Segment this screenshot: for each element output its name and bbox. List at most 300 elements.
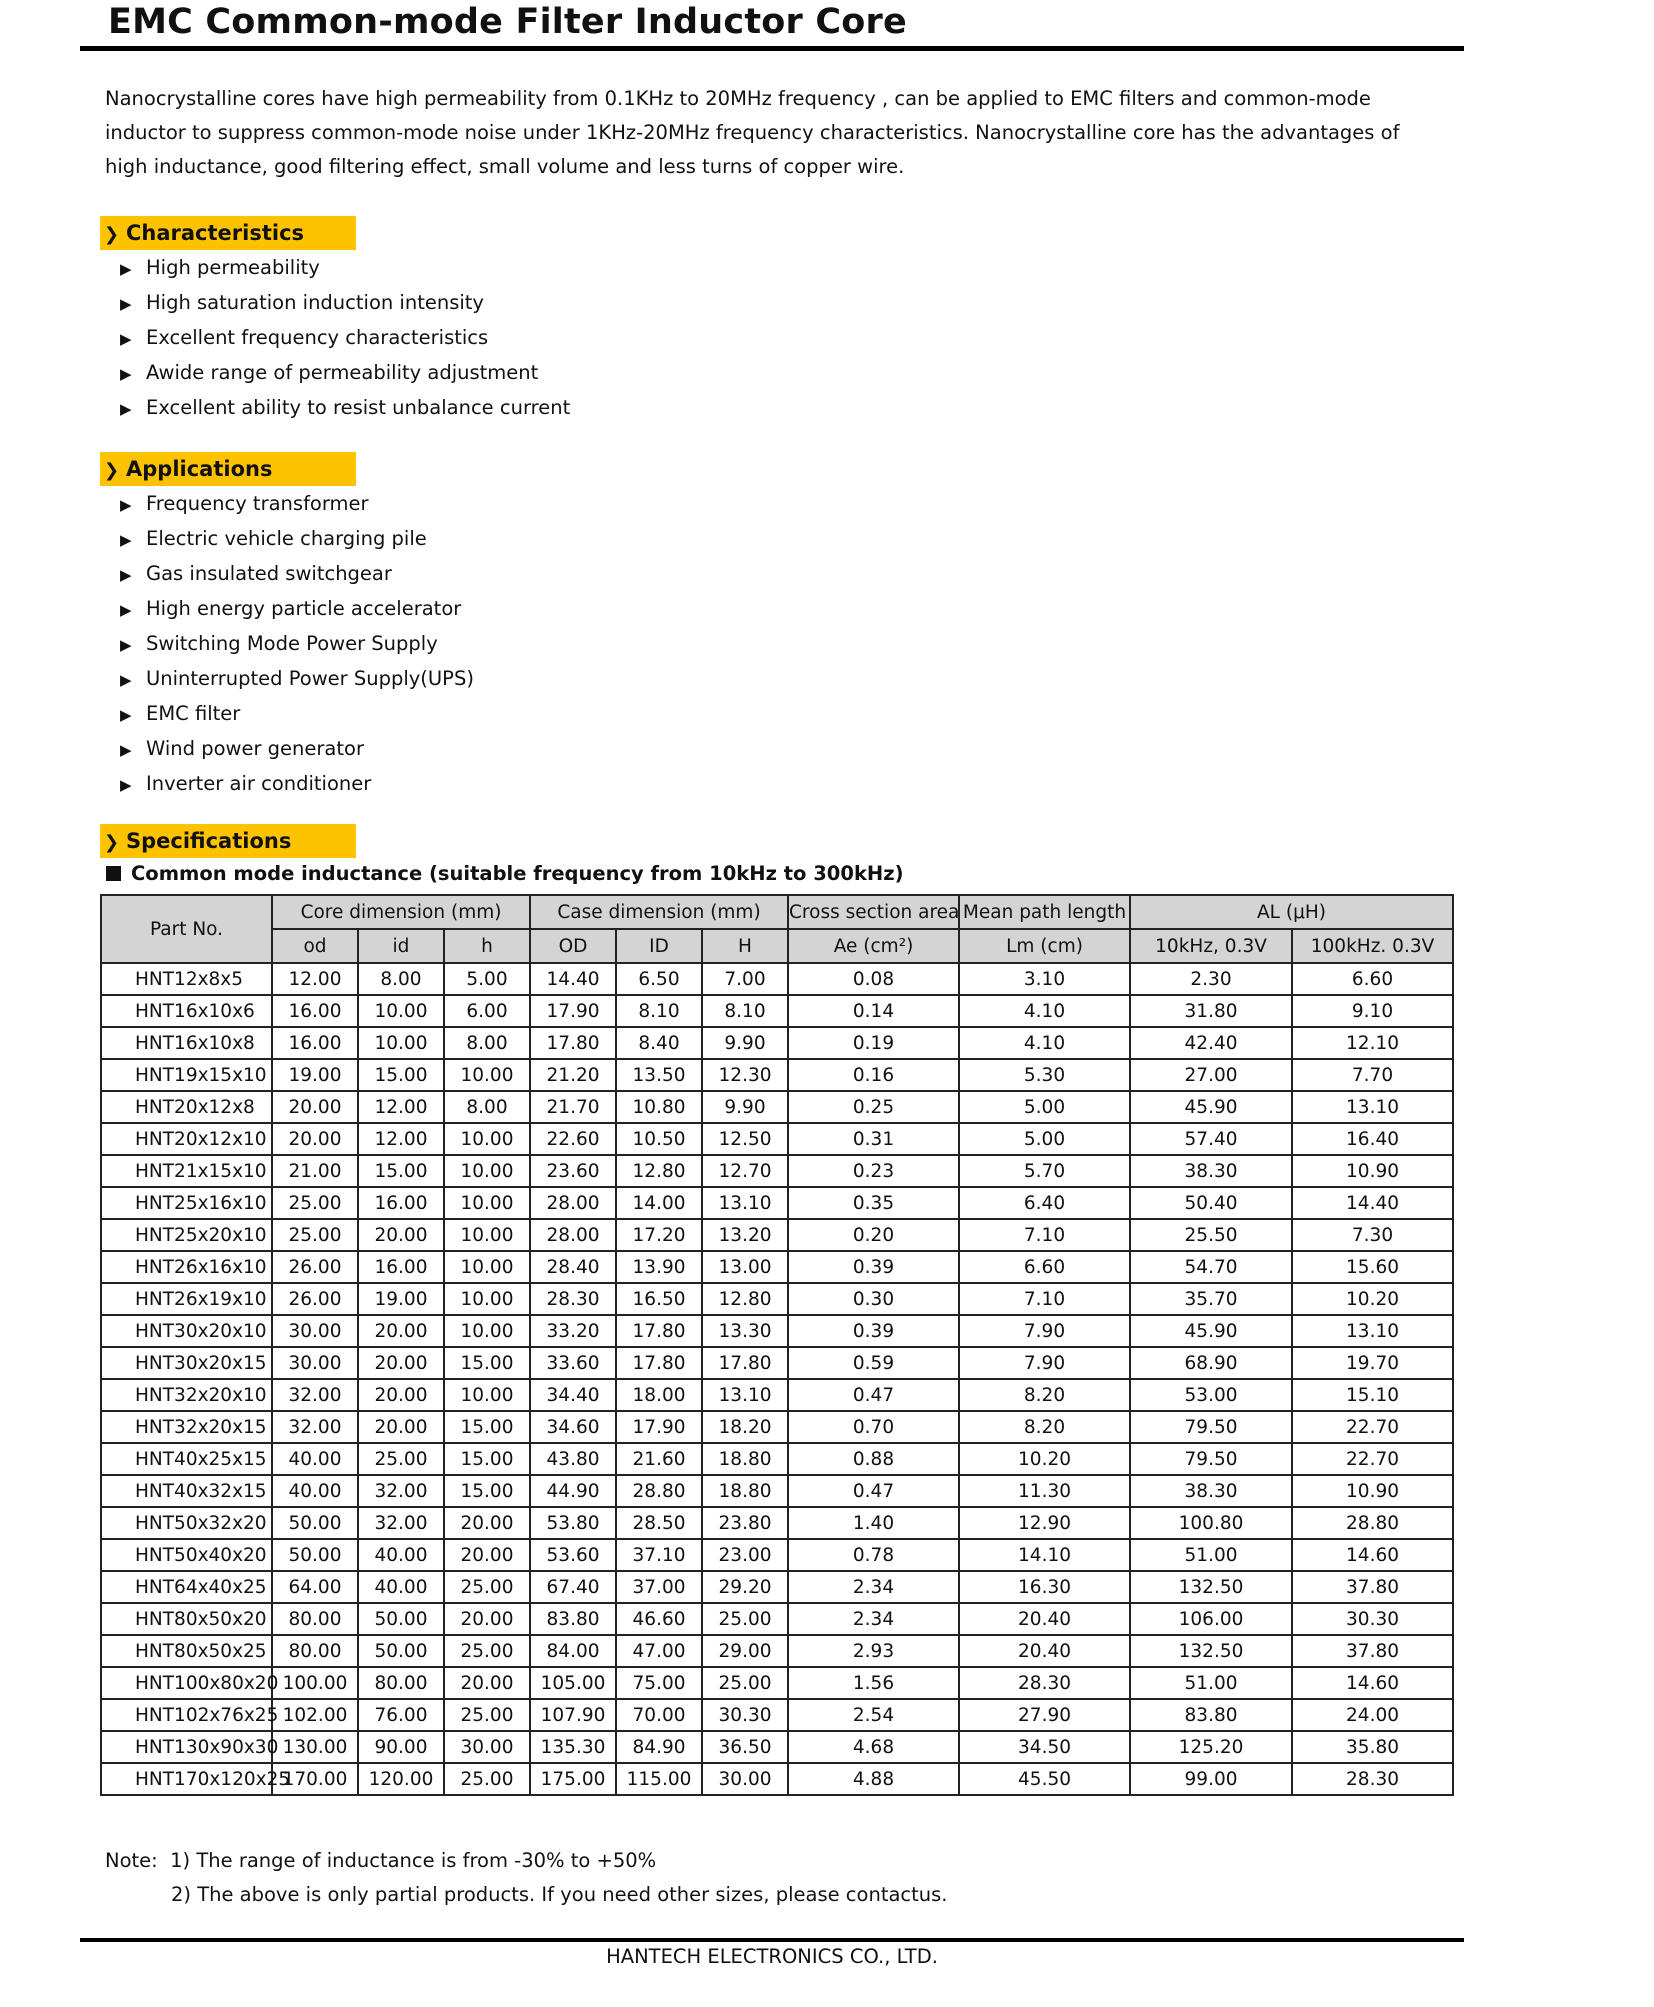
table-cell: 115.00 [616, 1763, 702, 1795]
table-cell: 4.10 [959, 1027, 1130, 1059]
table-cell: 79.50 [1130, 1443, 1292, 1475]
part-number-cell: HNT100x80x20 [101, 1667, 272, 1699]
table-cell: 24.00 [1292, 1699, 1453, 1731]
table-cell: 37.80 [1292, 1635, 1453, 1667]
part-number-cell: HNT80x50x25 [101, 1635, 272, 1667]
table-cell: 7.10 [959, 1219, 1130, 1251]
triangle-bullet-icon: ▶ [120, 260, 132, 278]
table-row [101, 1539, 1453, 1571]
table-row [101, 1315, 1453, 1347]
part-number-cell: HNT26x19x10 [101, 1283, 272, 1315]
list-item [120, 732, 474, 767]
table-cell: 21.00 [272, 1155, 358, 1187]
list-item [120, 251, 570, 286]
table-cell: 3.10 [959, 963, 1130, 995]
sub-header-cell: h [444, 929, 530, 963]
table-cell: 53.00 [1130, 1379, 1292, 1411]
triangle-bullet-icon: ▶ [120, 636, 132, 654]
triangle-bullet-icon: ▶ [120, 295, 132, 313]
table-cell: 30.00 [272, 1315, 358, 1347]
chevron-right-icon: ❯ [104, 224, 120, 245]
table-cell: 15.10 [1292, 1379, 1453, 1411]
table-cell: 10.80 [616, 1091, 702, 1123]
header-cross-section: Cross section area [788, 895, 959, 929]
table-cell: 8.10 [702, 995, 788, 1027]
table-cell: 0.39 [788, 1251, 959, 1283]
table-cell: 12.10 [1292, 1027, 1453, 1059]
table-cell: 15.00 [444, 1443, 530, 1475]
table-row [101, 1219, 1453, 1251]
table-cell: 0.19 [788, 1027, 959, 1059]
table-cell: 26.00 [272, 1283, 358, 1315]
triangle-bullet-icon: ▶ [120, 566, 132, 584]
table-cell: 28.40 [530, 1251, 616, 1283]
intro-paragraph: Nanocrystalline cores have high permeability from 0.1KHz to 20MHz frequency , can be applied to EMC filters and common-mode inductor to suppress common-mode noise under 1KHz-20MHz frequency characteristics. Nanocrystalline core has the advantages of high inductance, good filtering effect, small volume and less turns of copper wire. [105, 87, 1400, 178]
part-number-cell: HNT32x20x15 [101, 1411, 272, 1443]
part-number-cell: HNT30x20x10 [101, 1315, 272, 1347]
table-cell: 83.80 [1130, 1699, 1292, 1731]
list-item [120, 522, 474, 557]
table-cell: 79.50 [1130, 1411, 1292, 1443]
table-cell: 10.00 [358, 1027, 444, 1059]
table-cell: 45.90 [1130, 1315, 1292, 1347]
table-cell: 100.00 [272, 1667, 358, 1699]
sub-header-cell: Ae (cm²) [788, 929, 959, 963]
table-cell: 13.90 [616, 1251, 702, 1283]
table-cell: 30.30 [702, 1699, 788, 1731]
table-cell: 21.20 [530, 1059, 616, 1091]
table-cell: 35.80 [1292, 1731, 1453, 1763]
table-cell: 36.50 [702, 1731, 788, 1763]
table-cell: 30.30 [1292, 1603, 1453, 1635]
table-cell: 0.47 [788, 1379, 959, 1411]
table-cell: 53.60 [530, 1539, 616, 1571]
table-cell: 23.80 [702, 1507, 788, 1539]
section-heading-applications [100, 452, 356, 486]
table-cell: 83.80 [530, 1603, 616, 1635]
part-number-cell: HNT19x15x10 [101, 1059, 272, 1091]
table-cell: 18.20 [702, 1411, 788, 1443]
table-cell: 0.30 [788, 1283, 959, 1315]
footer-company: HANTECH ELECTRONICS CO., LTD. [606, 1945, 938, 1968]
table-cell: 20.00 [444, 1603, 530, 1635]
table-row [101, 995, 1453, 1027]
part-number-cell: HNT64x40x25 [101, 1571, 272, 1603]
table-cell: 51.00 [1130, 1667, 1292, 1699]
table-cell: 31.80 [1130, 995, 1292, 1027]
table-cell: 14.40 [530, 963, 616, 995]
table-cell: 33.60 [530, 1347, 616, 1379]
table-cell: 16.00 [358, 1187, 444, 1219]
table-cell: 50.40 [1130, 1187, 1292, 1219]
table-row [101, 963, 1453, 995]
page-title: EMC Common-mode Filter Inductor Core [108, 2, 907, 42]
list-item-text: Electric vehicle charging pile [146, 527, 427, 550]
table-row [101, 1667, 1453, 1699]
table-cell: 18.80 [702, 1475, 788, 1507]
table-cell: 21.70 [530, 1091, 616, 1123]
part-number-cell: HNT170x120x25 [101, 1763, 272, 1795]
table-cell: 15.00 [444, 1411, 530, 1443]
list-item-text: Excellent ability to resist unbalance current [146, 396, 571, 419]
table-cell: 76.00 [358, 1699, 444, 1731]
table-cell: 46.60 [616, 1603, 702, 1635]
part-number-cell: HNT130x90x30 [101, 1731, 272, 1763]
note-label: Note: [105, 1849, 158, 1872]
table-cell: 8.10 [616, 995, 702, 1027]
table-cell: 10.90 [1292, 1155, 1453, 1187]
table-cell: 30.00 [702, 1763, 788, 1795]
list-item-text: Gas insulated switchgear [146, 562, 392, 585]
table-cell: 10.90 [1292, 1475, 1453, 1507]
table-cell: 7.70 [1292, 1059, 1453, 1091]
table-cell: 120.00 [358, 1763, 444, 1795]
table-cell: 14.00 [616, 1187, 702, 1219]
table-cell: 11.30 [959, 1475, 1130, 1507]
table-cell: 17.80 [616, 1315, 702, 1347]
part-number-cell: HNT25x16x10 [101, 1187, 272, 1219]
triangle-bullet-icon: ▶ [120, 496, 132, 514]
sub-header-cell: ID [616, 929, 702, 963]
table-cell: 2.34 [788, 1571, 959, 1603]
table-cell: 37.10 [616, 1539, 702, 1571]
table-cell: 17.80 [702, 1347, 788, 1379]
table-cell: 34.50 [959, 1731, 1130, 1763]
table-cell: 2.93 [788, 1635, 959, 1667]
table-cell: 8.00 [358, 963, 444, 995]
table-cell: 28.80 [616, 1475, 702, 1507]
table-cell: 16.40 [1292, 1123, 1453, 1155]
table-cell: 30.00 [272, 1347, 358, 1379]
spec-table [100, 894, 1454, 1796]
table-cell: 12.30 [702, 1059, 788, 1091]
table-cell: 4.68 [788, 1731, 959, 1763]
table-cell: 8.00 [444, 1027, 530, 1059]
table-cell: 17.90 [616, 1411, 702, 1443]
sub-header-cell: 100kHz. 0.3V [1292, 929, 1453, 963]
table-cell: 28.30 [1292, 1763, 1453, 1795]
table-row [101, 1411, 1453, 1443]
table-cell: 25.00 [272, 1187, 358, 1219]
table-cell: 8.00 [444, 1091, 530, 1123]
table-cell: 20.00 [358, 1347, 444, 1379]
table-cell: 35.70 [1130, 1283, 1292, 1315]
header-mean-path: Mean path length [959, 895, 1130, 929]
table-cell: 16.00 [358, 1251, 444, 1283]
list-item [120, 391, 570, 426]
table-cell: 34.40 [530, 1379, 616, 1411]
table-row [101, 1347, 1453, 1379]
part-number-cell: HNT32x20x10 [101, 1379, 272, 1411]
table-cell: 22.70 [1292, 1443, 1453, 1475]
table-cell: 0.16 [788, 1059, 959, 1091]
triangle-bullet-icon: ▶ [120, 601, 132, 619]
table-cell: 125.20 [1130, 1731, 1292, 1763]
table-cell: 20.00 [444, 1667, 530, 1699]
table-cell: 80.00 [272, 1603, 358, 1635]
table-cell: 100.80 [1130, 1507, 1292, 1539]
table-cell: 0.08 [788, 963, 959, 995]
table-cell: 10.50 [616, 1123, 702, 1155]
table-cell: 10.20 [959, 1443, 1130, 1475]
table-cell: 80.00 [358, 1667, 444, 1699]
table-cell: 75.00 [616, 1667, 702, 1699]
sub-header-cell: 10kHz, 0.3V [1130, 929, 1292, 963]
table-cell: 12.50 [702, 1123, 788, 1155]
table-cell: 13.30 [702, 1315, 788, 1347]
table-cell: 2.30 [1130, 963, 1292, 995]
table-cell: 28.80 [1292, 1507, 1453, 1539]
sub-header-cell: id [358, 929, 444, 963]
table-cell: 14.60 [1292, 1539, 1453, 1571]
table-cell: 15.00 [358, 1059, 444, 1091]
table-cell: 67.40 [530, 1571, 616, 1603]
table-cell: 12.90 [959, 1507, 1130, 1539]
table-cell: 84.00 [530, 1635, 616, 1667]
table-row [101, 1091, 1453, 1123]
table-cell: 7.90 [959, 1347, 1130, 1379]
table-cell: 4.88 [788, 1763, 959, 1795]
triangle-bullet-icon: ▶ [120, 671, 132, 689]
table-cell: 45.50 [959, 1763, 1130, 1795]
table-cell: 29.20 [702, 1571, 788, 1603]
table-cell: 12.00 [272, 963, 358, 995]
table-cell: 0.39 [788, 1315, 959, 1347]
table-cell: 26.00 [272, 1251, 358, 1283]
applications-list [120, 487, 474, 802]
table-row [101, 1571, 1453, 1603]
table-cell: 132.50 [1130, 1635, 1292, 1667]
table-cell: 9.90 [702, 1091, 788, 1123]
table-cell: 13.10 [1292, 1091, 1453, 1123]
table-cell: 50.00 [272, 1507, 358, 1539]
table-cell: 0.78 [788, 1539, 959, 1571]
part-number-cell: HNT25x20x10 [101, 1219, 272, 1251]
table-cell: 1.40 [788, 1507, 959, 1539]
table-row [101, 1475, 1453, 1507]
table-cell: 23.00 [702, 1539, 788, 1571]
list-item-text: EMC filter [146, 702, 241, 725]
table-cell: 28.00 [530, 1219, 616, 1251]
part-number-cell: HNT50x32x20 [101, 1507, 272, 1539]
table-cell: 20.40 [959, 1603, 1130, 1635]
list-item-text: Uninterrupted Power Supply(UPS) [146, 667, 474, 690]
table-cell: 27.90 [959, 1699, 1130, 1731]
table-row [101, 1027, 1453, 1059]
table-cell: 84.90 [616, 1731, 702, 1763]
table-cell: 6.50 [616, 963, 702, 995]
section-heading-label: Characteristics [126, 221, 305, 245]
table-cell: 44.90 [530, 1475, 616, 1507]
table-cell: 21.60 [616, 1443, 702, 1475]
table-cell: 15.00 [444, 1347, 530, 1379]
table-cell: 18.00 [616, 1379, 702, 1411]
part-number-cell: HNT21x15x10 [101, 1155, 272, 1187]
table-cell: 0.35 [788, 1187, 959, 1219]
table-cell: 20.00 [358, 1315, 444, 1347]
part-number-cell: HNT40x25x15 [101, 1443, 272, 1475]
part-number-cell: HNT12x8x5 [101, 963, 272, 995]
table-cell: 9.10 [1292, 995, 1453, 1027]
table-cell: 10.00 [358, 995, 444, 1027]
table-cell: 6.60 [1292, 963, 1453, 995]
table-cell: 53.80 [530, 1507, 616, 1539]
table-row [101, 1155, 1453, 1187]
table-cell: 130.00 [272, 1731, 358, 1763]
table-cell: 50.00 [358, 1635, 444, 1667]
list-item-text: Frequency transformer [146, 492, 369, 515]
table-cell: 33.20 [530, 1315, 616, 1347]
table-cell: 7.90 [959, 1315, 1130, 1347]
table-cell: 25.00 [444, 1571, 530, 1603]
spec-table-body [101, 963, 1453, 1795]
table-cell: 50.00 [358, 1603, 444, 1635]
list-item [120, 767, 474, 802]
table-cell: 10.00 [444, 1315, 530, 1347]
note-item: 1) The range of inductance is from -30% to +50% [170, 1849, 657, 1872]
table-row [101, 1283, 1453, 1315]
part-number-cell: HNT102x76x25 [101, 1699, 272, 1731]
table-cell: 8.40 [616, 1027, 702, 1059]
list-item [120, 557, 474, 592]
table-cell: 32.00 [272, 1379, 358, 1411]
table-cell: 16.50 [616, 1283, 702, 1315]
table-cell: 25.00 [444, 1635, 530, 1667]
title-divider [80, 46, 1464, 51]
table-cell: 7.10 [959, 1283, 1130, 1315]
list-item-text: Wind power generator [146, 737, 364, 760]
table-cell: 0.25 [788, 1091, 959, 1123]
table-cell: 16.00 [272, 1027, 358, 1059]
chevron-right-icon: ❯ [104, 832, 120, 853]
list-item-text: High energy particle accelerator [146, 597, 462, 620]
spec-subheading-text: Common mode inductance (suitable frequency from 10kHz to 300kHz) [131, 862, 904, 885]
header-part-no: Part No. [101, 895, 272, 963]
table-cell: 90.00 [358, 1731, 444, 1763]
table-cell: 102.00 [272, 1699, 358, 1731]
table-cell: 15.00 [358, 1155, 444, 1187]
sub-header-cell: Lm (cm) [959, 929, 1130, 963]
section-heading-label: Applications [126, 457, 273, 481]
table-cell: 10.00 [444, 1155, 530, 1187]
table-cell: 5.00 [959, 1123, 1130, 1155]
square-bullet-icon [106, 866, 121, 881]
table-cell: 13.10 [702, 1379, 788, 1411]
table-cell: 32.00 [358, 1507, 444, 1539]
table-row [101, 1763, 1453, 1795]
part-number-cell: HNT30x20x15 [101, 1347, 272, 1379]
table-cell: 12.80 [702, 1283, 788, 1315]
table-cell: 20.00 [358, 1219, 444, 1251]
table-cell: 13.50 [616, 1059, 702, 1091]
table-cell: 175.00 [530, 1763, 616, 1795]
table-cell: 30.00 [444, 1731, 530, 1763]
table-cell: 1.56 [788, 1667, 959, 1699]
list-item [120, 321, 570, 356]
table-cell: 13.00 [702, 1251, 788, 1283]
triangle-bullet-icon: ▶ [120, 400, 132, 418]
table-row [101, 1731, 1453, 1763]
table-row [101, 1123, 1453, 1155]
list-item [120, 356, 570, 391]
table-cell: 10.00 [444, 1059, 530, 1091]
list-item-text: High saturation induction intensity [146, 291, 484, 314]
table-cell: 15.00 [444, 1475, 530, 1507]
notes [105, 1844, 948, 1912]
table-cell: 40.00 [358, 1571, 444, 1603]
table-cell: 28.30 [959, 1667, 1130, 1699]
table-cell: 25.00 [358, 1443, 444, 1475]
table-cell: 17.80 [530, 1027, 616, 1059]
table-cell: 34.60 [530, 1411, 616, 1443]
table-cell: 25.00 [272, 1219, 358, 1251]
table-cell: 54.70 [1130, 1251, 1292, 1283]
table-cell: 0.23 [788, 1155, 959, 1187]
table-cell: 6.00 [444, 995, 530, 1027]
table-cell: 0.31 [788, 1123, 959, 1155]
table-cell: 45.90 [1130, 1091, 1292, 1123]
table-cell: 57.40 [1130, 1123, 1292, 1155]
table-cell: 2.54 [788, 1699, 959, 1731]
table-cell: 25.50 [1130, 1219, 1292, 1251]
table-cell: 16.30 [959, 1571, 1130, 1603]
table-cell: 5.70 [959, 1155, 1130, 1187]
table-cell: 20.00 [358, 1379, 444, 1411]
table-cell: 132.50 [1130, 1571, 1292, 1603]
section-heading-characteristics [100, 216, 356, 250]
table-cell: 40.00 [272, 1475, 358, 1507]
table-cell: 32.00 [358, 1475, 444, 1507]
table-cell: 14.60 [1292, 1667, 1453, 1699]
table-cell: 10.00 [444, 1219, 530, 1251]
table-row [101, 1379, 1453, 1411]
table-cell: 68.90 [1130, 1347, 1292, 1379]
list-item [120, 592, 474, 627]
table-cell: 0.47 [788, 1475, 959, 1507]
table-cell: 20.00 [272, 1091, 358, 1123]
table-cell: 0.20 [788, 1219, 959, 1251]
table-cell: 28.50 [616, 1507, 702, 1539]
triangle-bullet-icon: ▶ [120, 706, 132, 724]
table-cell: 25.00 [444, 1699, 530, 1731]
table-cell: 25.00 [702, 1667, 788, 1699]
table-cell: 17.20 [616, 1219, 702, 1251]
table-cell: 0.70 [788, 1411, 959, 1443]
spec-subheading [106, 862, 904, 885]
table-cell: 2.34 [788, 1603, 959, 1635]
table-row [101, 1507, 1453, 1539]
table-cell: 99.00 [1130, 1763, 1292, 1795]
table-cell: 38.30 [1130, 1475, 1292, 1507]
table-cell: 47.00 [616, 1635, 702, 1667]
list-item [120, 627, 474, 662]
characteristics-list [120, 251, 570, 426]
triangle-bullet-icon: ▶ [120, 531, 132, 549]
table-cell: 17.80 [616, 1347, 702, 1379]
table-cell: 9.90 [702, 1027, 788, 1059]
table-cell: 8.20 [959, 1379, 1130, 1411]
table-cell: 17.90 [530, 995, 616, 1027]
header-al: AL (μH) [1130, 895, 1453, 929]
table-cell: 0.14 [788, 995, 959, 1027]
table-cell: 8.20 [959, 1411, 1130, 1443]
table-cell: 40.00 [272, 1443, 358, 1475]
list-item-text: Excellent frequency characteristics [146, 326, 489, 349]
table-row [101, 1699, 1453, 1731]
table-cell: 19.00 [272, 1059, 358, 1091]
table-cell: 25.00 [444, 1763, 530, 1795]
table-cell: 42.40 [1130, 1027, 1292, 1059]
